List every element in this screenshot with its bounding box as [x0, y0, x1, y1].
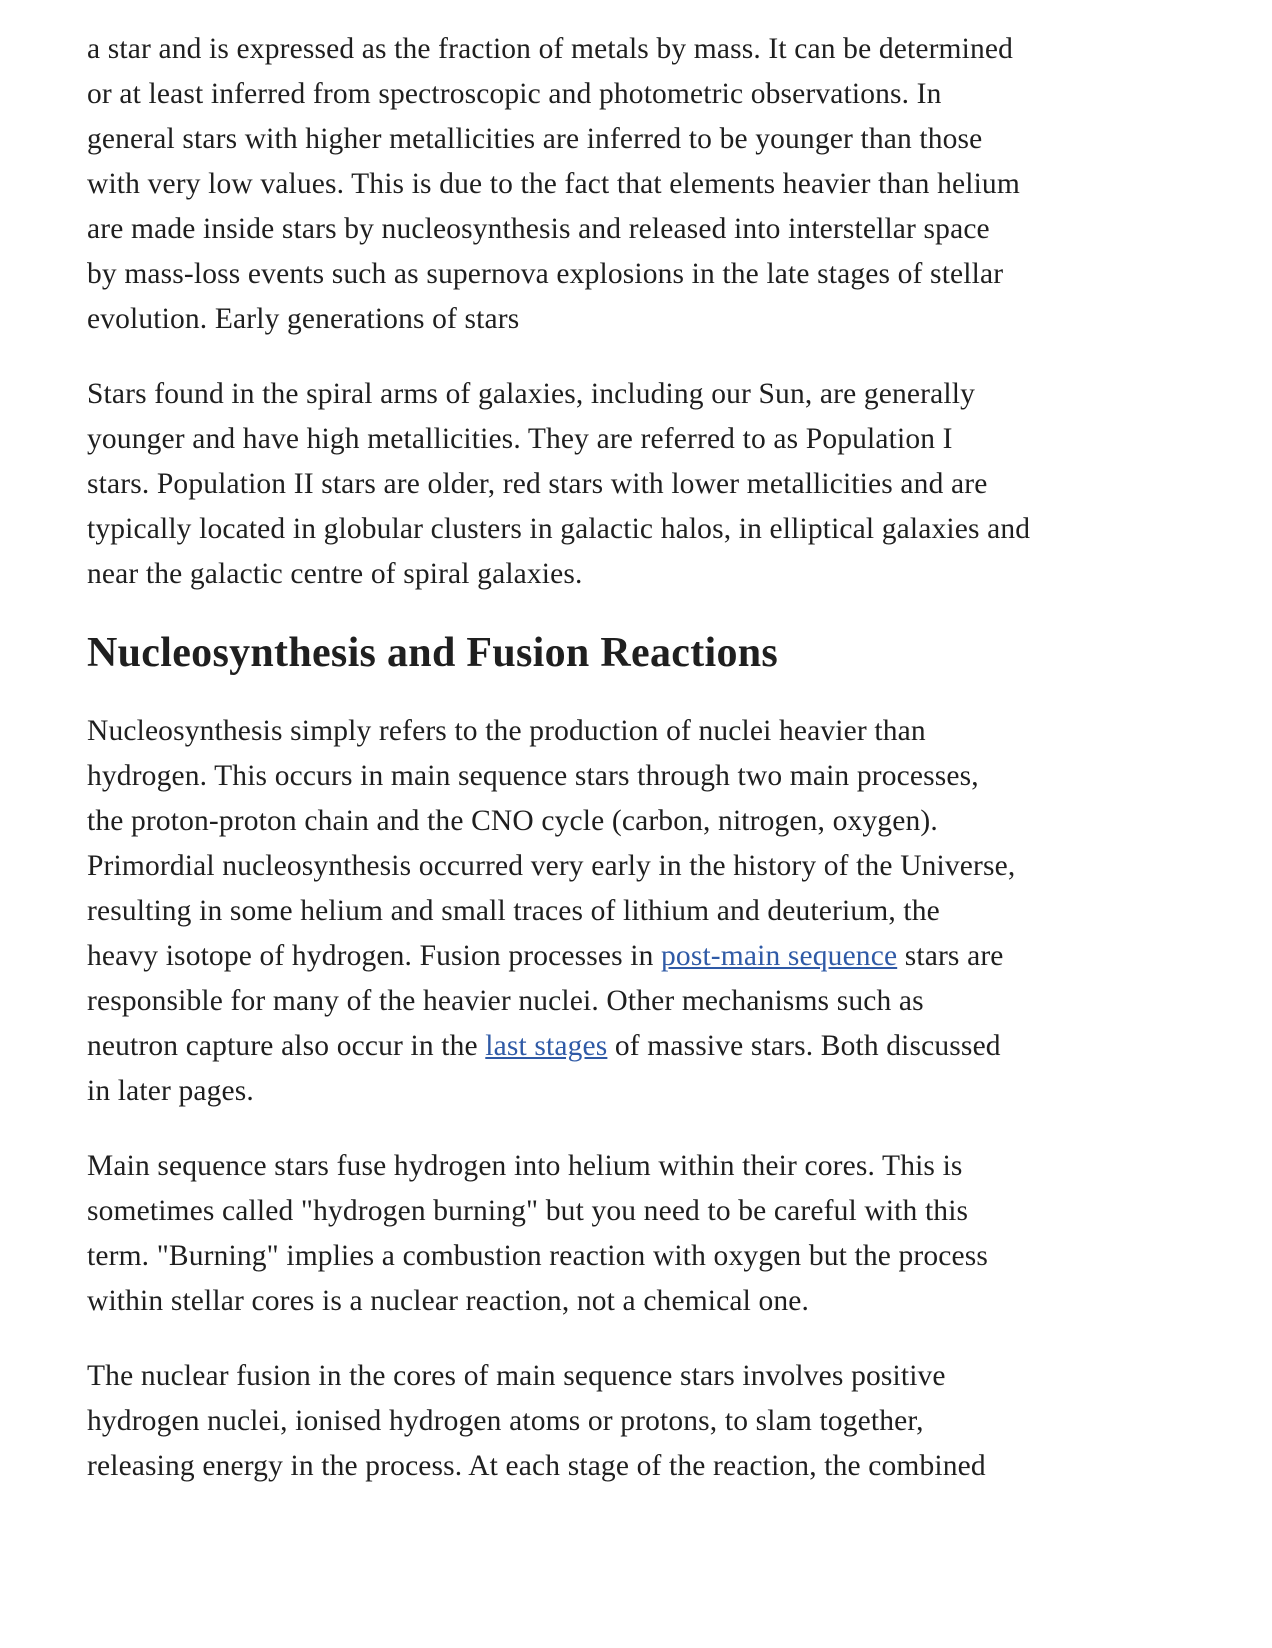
text-line	[87, 1234, 1207, 1279]
text-segment: The nuclear fusion in the cores of main sequence stars involves positive	[87, 1360, 946, 1392]
section-heading: Nucleosynthesis and Fusion Reactions	[87, 630, 779, 676]
text-line	[87, 1144, 1207, 1189]
text-line	[87, 1189, 1207, 1234]
text-line	[87, 979, 1207, 1024]
link-post-main-sequence[interactable]: post-main sequence	[661, 940, 898, 972]
text-line	[87, 844, 1207, 889]
text-line	[87, 117, 1207, 162]
text-line	[87, 1024, 1207, 1069]
text-segment: hydrogen. This occurs in main sequence stars through two main processes,	[87, 760, 979, 792]
text-line	[87, 1399, 1207, 1444]
text-line	[87, 889, 1207, 934]
link-last-stages[interactable]: last stages	[485, 1030, 608, 1062]
text-segment: a star and is expressed as the fraction of metals by mass. It can be determined	[87, 33, 1014, 65]
paragraph	[87, 1354, 1207, 1489]
text-segment: resulting in some helium and small traces of lithium and deuterium, the	[87, 895, 940, 927]
text-segment: hydrogen nuclei, ionised hydrogen atoms or protons, to slam together,	[87, 1405, 924, 1437]
text-line	[87, 934, 1207, 979]
text-line	[87, 754, 1207, 799]
text-segment: Primordial nucleosynthesis occurred very early in the history of the Universe,	[87, 850, 1016, 882]
text-segment: stars are	[897, 940, 1004, 972]
text-segment: the proton-proton chain and the CNO cycle (carbon, nitrogen, oxygen).	[87, 805, 938, 837]
text-segment: Main sequence stars fuse hydrogen into helium within their cores. This is	[87, 1150, 963, 1182]
text-line	[87, 72, 1207, 117]
paragraph	[87, 709, 1207, 1114]
text-segment: by mass-loss events such as supernova explosions in the late stages of stellar	[87, 258, 1004, 290]
text-segment: within stellar cores is a nuclear reaction, not a chemical one.	[87, 1285, 810, 1317]
paragraph	[87, 372, 1207, 597]
text-segment: sometimes called "hydrogen burning" but you need to be careful with this	[87, 1195, 969, 1227]
document-page	[87, 27, 1207, 1519]
text-line	[87, 1354, 1207, 1399]
text-line	[87, 507, 1207, 552]
text-segment: of massive stars. Both discussed	[607, 1030, 1001, 1062]
text-line	[87, 372, 1207, 417]
text-segment: with very low values. This is due to the fact that elements heavier than helium	[87, 168, 1020, 200]
text-segment: releasing energy in the process. At each stage of the reaction, the combined	[87, 1450, 986, 1482]
text-line	[87, 1069, 1207, 1114]
text-segment: general stars with higher metallicities are inferred to be younger than those	[87, 123, 983, 155]
text-line	[87, 1444, 1207, 1489]
text-line	[87, 799, 1207, 844]
paragraph	[87, 1144, 1207, 1324]
text-line	[87, 462, 1207, 507]
text-line	[87, 1279, 1207, 1324]
text-line	[87, 207, 1207, 252]
text-line	[87, 709, 1207, 754]
text-segment: stars. Population II stars are older, red stars with lower metallicities and are	[87, 468, 988, 500]
text-segment: or at least inferred from spectroscopic and photometric observations. In	[87, 78, 942, 110]
text-line	[87, 552, 1207, 597]
text-segment: Nucleosynthesis simply refers to the production of nuclei heavier than	[87, 715, 926, 747]
text-segment: evolution. Early generations of stars	[87, 303, 520, 335]
text-line	[87, 417, 1207, 462]
text-segment: younger and have high metallicities. They are referred to as Population I	[87, 423, 953, 455]
text-segment: heavy isotope of hydrogen. Fusion processes in	[87, 940, 662, 972]
text-line	[87, 162, 1207, 207]
text-line	[87, 27, 1207, 72]
text-line	[87, 297, 1207, 342]
text-segment: near the galactic centre of spiral galaxies.	[87, 558, 583, 590]
text-segment: neutron capture also occur in the	[87, 1030, 486, 1062]
text-segment: typically located in globular clusters in galactic halos, in elliptical galaxies and	[87, 513, 1031, 545]
text-line	[87, 252, 1207, 297]
text-segment: are made inside stars by nucleosynthesis and released into interstellar space	[87, 213, 990, 245]
text-segment: Stars found in the spiral arms of galaxies, including our Sun, are generally	[87, 378, 975, 410]
text-segment: responsible for many of the heavier nuclei. Other mechanisms such as	[87, 985, 924, 1017]
text-segment: term. "Burning" implies a combustion reaction with oxygen but the process	[87, 1240, 989, 1272]
text-segment: in later pages.	[87, 1075, 254, 1107]
paragraph	[87, 27, 1207, 342]
